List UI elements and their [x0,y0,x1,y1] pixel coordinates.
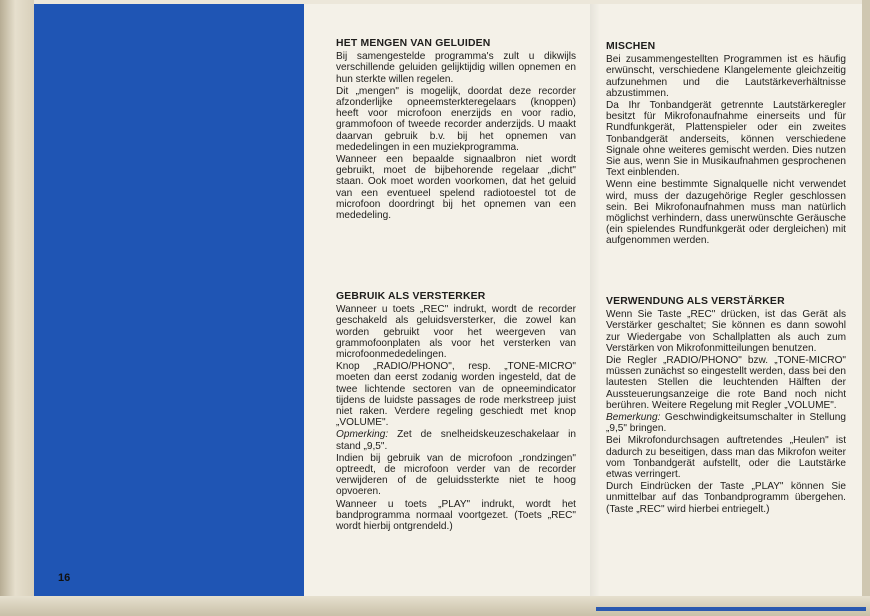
section-het-mengen [336,38,576,222]
paragraph: Wenn eine bestimmte Signalquelle nicht verwendet wird, muss der dazugehörige Regler geschlossen sein. Bei Mikrofonaufnahmen muss man natürlich möglichst verhindern, dass unerwünschte Geräusche (ein spielendes Rundfunkgerät oder dergleichen) mit aufgenommen werden. [606,179,846,247]
paragraph: Wenn Sie Taste „REC" drücken, ist das Gerät als Verstärker geschaltet; Sie können es dann sowohl zur Wiedergabe von Schallplatten als auch zum Verstärken von Mikrofonmitteilungen benutzen. [606,309,846,354]
paragraph: Die Regler „RADIO/PHONO" bzw. „TONE-MICRO" müssen zunächst so eingestellt werden, dass bei den lautesten Stellen die leuchtenden Hälften der Aussteuerungsanzeige die rote Band noch nicht berühren. Weitere Regelung mit Regler „VOLUME". [606,355,846,411]
paragraph: Wanneer u toets „PLAY" indrukt, wordt het bandprogramma normaal voortgezet. (Toets „REC" wordt hierbij ontgrendeld.) [336,498,576,533]
section-title: VERWENDUNG ALS VERSTÄRKER [606,296,785,307]
paragraph: Indien bij gebruik van de microfoon „rondzingen" optreedt, de microfoon verder van de recorder verwijderen of de geluidssterkte niet te hoog opvoeren. [336,452,576,498]
paragraph: Durch Eindrücken der Taste „PLAY" können Sie unmittelbar auf das Tonbandprogramm übergehen. (Taste „REC" wird hierbei entriegelt.) [606,481,846,515]
page-edge-right [862,0,870,616]
paragraph: Dit „mengen" is mogelijk, doordat deze recorder afzonderlijke opneemsterkteregelaars (knoppen) heeft voor microfoon enerzijds en voor radio, grammofoon of tweede recorder anderzijds. U maakt daarvan gebruik b.v. bij het opnemen van mededelingen in een muziekprogramma. [336,85,576,153]
note [336,429,576,451]
section-title: GEBRUIK ALS VERSTERKER [336,291,486,302]
paragraph: Bei Mikrofondurchsagen auftretendes „Heulen" ist dadurch zu beseitigen, dass man das Mikrofon weiter vom Tonbandgerät aufstellt, oder die Lautstärke etwas verringert. [606,435,846,481]
paragraph: Bei zusammengestellten Programmen ist es häufig erwünscht, verschiedene Klangelemente gleichzeitig aufzunehmen und die Lautstärkeverhältnisse abzustimmen. [606,54,846,99]
paragraph: Bij samengestelde programma's zult u dikwijls verschillende geluiden gelijktijdig willen opnemen en hun sterkte willen regelen. [336,51,576,85]
section-title: HET MENGEN VAN GELUIDEN [336,38,491,49]
page-fold-shadow [590,4,600,596]
blue-panel [34,4,304,596]
page-edge-left [0,0,34,616]
note-text: Geschwindigkeitsumschalter in Stellung „9,5" bringen. [606,412,846,435]
note [606,412,846,434]
section-gebruik-als-versterker [336,291,576,533]
section-mischen [606,41,846,248]
section-title: MISCHEN [606,41,656,52]
page-edge-bottom [0,596,870,616]
page-number: 16 [58,572,71,584]
blue-strip [596,607,866,611]
paragraph: Da Ihr Tonbandgerät getrennte Lautstärkeregler besitzt für Mikrofonaufnahme einerseits und für Rundfunkgerät, Plattenspieler oder ein zweites Tonbandgerät anderseits, können verschiedene Signale ohne weiteres gemischt werden. Dies nutzen Sie aus, wenn Sie in Musikaufnahmen gesprochenen Text einblenden. [606,100,846,179]
section-verwendung-als-verstaerker [606,296,846,516]
note-text: Zet de snelheidskeuzeschakelaar in stand „9,5". [336,429,576,452]
paragraph: Wanneer een bepaalde signaalbron niet wordt gebruikt, moet de bijbehorende regelaar „dicht" staan. Ook moet worden voorkomen, dat het geluid van een eventueel spelend radiotoestel tot de microfoon doordringt bij het opnemen van een mededeling. [336,154,576,222]
note-label: Bemerkung: [606,412,661,424]
note-label: Opmerking: [336,429,389,441]
paragraph: Knop „RADIO/PHONO", resp. „TONE-MICRO" moeten dan eerst zodanig worden ingesteld, dat de twee lichtende sectoren van de opneemindicator tijdens de luidste passages de rode merkstreep juist niet raken. Verdere regeling geschiedt met knop „VOLUME". [336,361,576,429]
paragraph: Wanneer u toets „REC" indrukt, wordt de recorder geschakeld als geluidsversterker, die zowel kan worden gebruikt voor het weergeven van grammofoonplaten als voor het versterken van microfoonmededelingen. [336,304,576,361]
